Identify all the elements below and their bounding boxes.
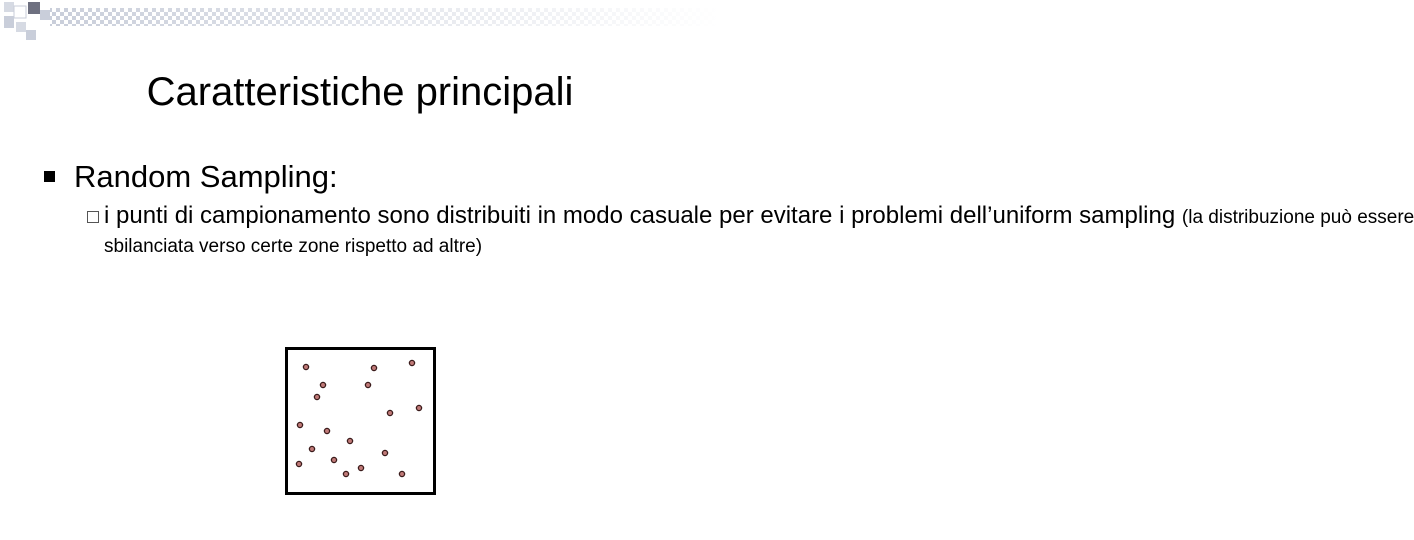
sample-point [382, 450, 387, 455]
sample-point [296, 461, 301, 466]
sample-point [303, 364, 308, 369]
bullet-random-sampling: Random Sampling: [74, 159, 338, 194]
random-sampling-figure [285, 347, 436, 495]
sample-point [416, 405, 421, 410]
sample-point [314, 394, 319, 399]
sub-bullet-note-1: (la distribuzione può essere [1181, 207, 1414, 228]
sample-point [324, 428, 329, 433]
sub-bullet-note-2: sbilanciata verso certe zone rispetto ad altre) [104, 236, 483, 257]
sample-point [347, 438, 352, 443]
sample-point [399, 471, 404, 476]
sub-bullet-main: i punti di campionamento sono distribuiti in modo casuale per evitare i problemi dell’uniform sampling [104, 202, 1182, 229]
sample-point [371, 365, 376, 370]
sample-points [288, 350, 433, 492]
sample-point [320, 382, 325, 387]
sample-point [309, 446, 314, 451]
slide-title: Caratteristiche principali [146, 70, 574, 114]
sample-point [387, 410, 392, 415]
sample-point [409, 360, 414, 365]
corner-decoration [0, 0, 720, 48]
sample-point [331, 457, 336, 462]
sample-point [365, 382, 370, 387]
sub-bullet-checkbox-icon [87, 211, 99, 223]
sub-bullet-text [104, 201, 1414, 261]
sample-point [358, 465, 363, 470]
sample-point [297, 422, 302, 427]
bullet-square-icon [44, 171, 55, 182]
sample-point [343, 471, 348, 476]
